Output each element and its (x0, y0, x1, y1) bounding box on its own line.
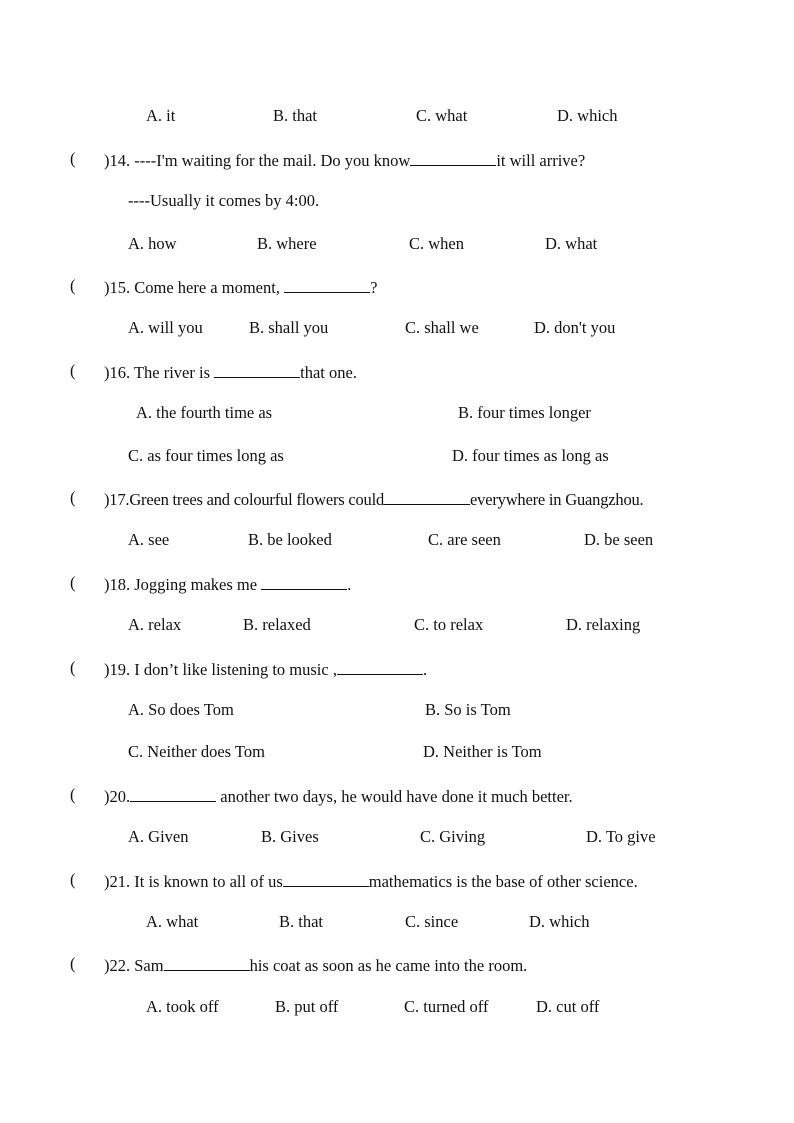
answer-blank[interactable] (337, 658, 423, 675)
option-c: C. as four times long as (128, 446, 284, 465)
answer-blank[interactable] (283, 870, 369, 887)
option-d: D. what (545, 234, 598, 253)
option-b: B. four times longer (458, 403, 591, 422)
answer-paren[interactable]: ( (70, 954, 76, 973)
option-a: A. relax (128, 615, 182, 634)
option-c: C. turned off (404, 997, 489, 1016)
question-text: )20. another two days, he would have done it much better. (104, 787, 573, 806)
question-text: )21. It is known to all of us mathematics is the base of other science. (104, 872, 638, 891)
option-b: B. that (279, 912, 323, 931)
option-c: C. what (416, 106, 468, 125)
answer-blank[interactable] (384, 488, 470, 505)
option-d: D. be seen (584, 530, 654, 549)
answer-paren[interactable]: ( (70, 488, 76, 507)
option-c: C. Giving (420, 827, 486, 846)
option-b: B. shall you (249, 318, 329, 337)
question-text: )17.Green trees and colourful flowers could everywhere in Guangzhou. (104, 490, 644, 509)
answer-paren[interactable]: ( (70, 658, 76, 677)
option-b: B. put off (275, 997, 339, 1016)
question-text: )16. The river is that one. (104, 363, 357, 382)
option-a: A. the fourth time as (136, 403, 273, 422)
option-d: D. To give (586, 827, 656, 846)
answer-blank[interactable] (130, 785, 216, 802)
answer-blank[interactable] (410, 149, 496, 166)
option-d: D. Neither is Tom (423, 742, 542, 761)
answer-paren[interactable]: ( (70, 361, 76, 380)
option-b: B. Gives (261, 827, 319, 846)
option-b: B. relaxed (243, 615, 311, 634)
option-a: A. So does Tom (128, 700, 234, 719)
option-b: B. be looked (248, 530, 332, 549)
option-c: C. Neither does Tom (128, 742, 265, 761)
option-d: D. which (557, 106, 618, 125)
option-d: D. don't you (534, 318, 616, 337)
answer-paren[interactable]: ( (70, 276, 76, 295)
option-b: B. So is Tom (425, 700, 511, 719)
option-c: C. to relax (414, 615, 484, 634)
option-c: C. since (405, 912, 459, 931)
option-a: A. what (146, 912, 199, 931)
question-text: )19. I don’t like listening to music , . (104, 660, 428, 679)
option-d: D. four times as long as (452, 446, 609, 465)
option-d: D. cut off (536, 997, 600, 1016)
answer-paren[interactable]: ( (70, 149, 76, 168)
option-b: B. that (273, 106, 317, 125)
option-c: C. shall we (405, 318, 479, 337)
question-text: )22. Sam his coat as soon as he came into the room. (104, 956, 528, 975)
answer-blank[interactable] (214, 361, 300, 378)
option-d: D. relaxing (566, 615, 641, 634)
question-14-reply: ----Usually it comes by 4:00. (128, 191, 320, 210)
option-a: A. will you (128, 318, 203, 337)
question-text: )18. Jogging makes me . (104, 575, 352, 594)
question-text: )14. ----I'm waiting for the mail. Do you know it will arrive? (104, 151, 586, 170)
option-a: A. Given (128, 827, 189, 846)
option-a: A. how (128, 234, 177, 253)
question-text: )15. Come here a moment, ? (104, 278, 378, 297)
option-a: A. it (146, 106, 176, 125)
answer-blank[interactable] (284, 276, 370, 293)
option-c: C. when (409, 234, 464, 253)
answer-paren[interactable]: ( (70, 573, 76, 592)
answer-blank[interactable] (164, 954, 250, 971)
option-a: A. took off (146, 997, 219, 1016)
option-c: C. are seen (428, 530, 501, 549)
answer-paren[interactable]: ( (70, 785, 76, 804)
option-d: D. which (529, 912, 590, 931)
answer-blank[interactable] (261, 573, 347, 590)
answer-paren[interactable]: ( (70, 870, 76, 889)
option-b: B. where (257, 234, 317, 253)
option-a: A. see (128, 530, 170, 549)
